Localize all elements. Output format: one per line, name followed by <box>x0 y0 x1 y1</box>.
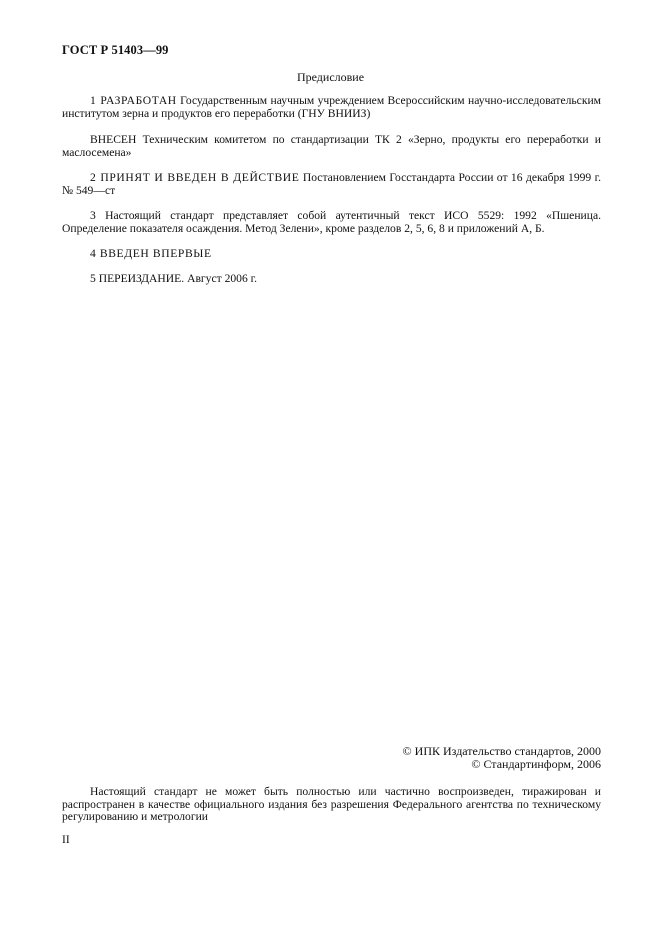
paragraph-lead: 4 ВВЕДЕН ВПЕРВЫЕ <box>90 247 212 260</box>
paragraph-adopted <box>62 172 601 197</box>
paragraph-lead: ВНЕСЕН <box>90 133 137 146</box>
copyright-line-ipk: © ИПК Издательство стандартов, 2000 <box>402 744 601 758</box>
paragraph-lead: 5 ПЕРЕИЗДАНИЕ. <box>90 272 185 285</box>
paragraph-reissue <box>62 273 601 286</box>
paragraph-first-introduced <box>62 248 601 261</box>
paragraph-text: 3 Настоящий стандарт представляет собой аутентичный текст ИСО 5529: 1992 «Пшеница. Определение показателя осаждения. Метод Зелени», кроме разделов 2, 5, 6, 8 и приложений А, Б. <box>62 209 601 235</box>
paragraph-text: Постановлением Госстандарта России от 16 декабря 1999 г. № 549—ст <box>62 171 601 197</box>
paragraph-text: Август 2006 г. <box>184 272 258 285</box>
paragraph-authentic-text <box>62 210 601 235</box>
document-code: ГОСТ Р 51403—99 <box>62 43 169 57</box>
paragraph-developed <box>62 95 601 120</box>
page-number: II <box>62 834 70 846</box>
reproduction-notice: Настоящий стандарт не может быть полностью или частично воспроизведен, тиражирован и распространен в качестве официального издания без разрешения Федерального агентства по техническому регулированию и метрологии <box>62 785 601 824</box>
paragraph-lead: 2 ПРИНЯТ И ВВЕДЕН В ДЕЙСТВИЕ <box>90 171 300 184</box>
paragraph-lead: 1 РАЗРАБОТАН <box>90 94 177 107</box>
paragraph-text: Государственным научным учреждением Всероссийским научно-исследовательским институтом зерна и продуктов его переработки (ГНУ ВНИИЗ) <box>62 94 601 120</box>
paragraph-introduced-by <box>62 134 601 159</box>
foreword-title: Предисловие <box>296 70 365 84</box>
copyright-block <box>403 745 601 771</box>
copyright-line-standartinform: © Стандартинформ, 2006 <box>471 757 601 771</box>
paragraph-text: Техническим комитетом по стандартизации ТК 2 «Зерно, продукты его переработки и маслосемена» <box>62 133 601 159</box>
